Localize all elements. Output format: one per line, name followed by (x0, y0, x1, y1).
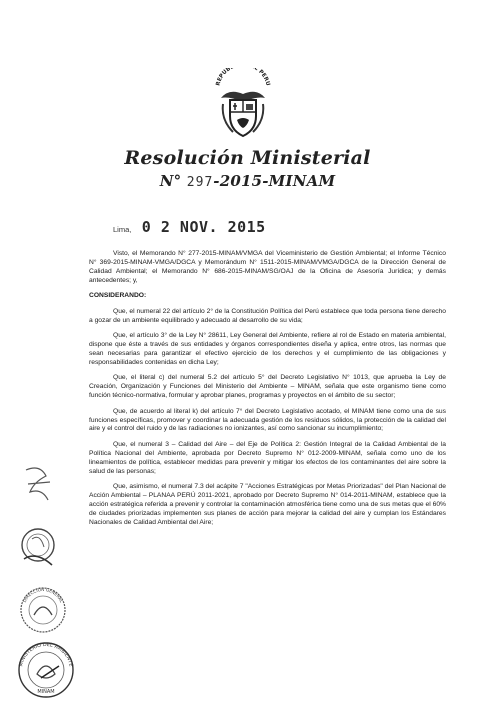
number-prefix: N° (159, 172, 182, 190)
svg-text:DIRECCIÓN GENERAL: DIRECCIÓN GENERAL (21, 586, 65, 604)
coat-of-arms (213, 68, 273, 140)
svg-text:MINAM: MINAM (37, 689, 55, 695)
paragraph-3: Que, el literal c) del numeral 5.2 del artículo 5° del Decreto Legislativo N° 1013, que aprueba la Ley de Creación, Organización y Funciones del Ministerio del Ambiente – MINAM, señala que este organismo tiene como función técnico-normativa, formular y aprobar planes, programas y proyectos en el ámbito de su sector; (89, 374, 446, 400)
resolution-title: Resolución Ministerial (124, 147, 371, 169)
paragraph-4: Que, de acuerdo al literal k) del artículo 7° del Decreto Legislativo acotado, el MINAM tiene como una de sus funciones específicas, promover y coordinar la adecuada gestión de los residuos sólidos, la protección de la calidad del aire y el control del ruido y de las radiaciones no ionizantes, así como sancionar su incumplimiento; (89, 407, 446, 433)
date-line (113, 218, 266, 238)
resolution-body (89, 250, 446, 534)
svg-text:MINISTERIO DEL AMBIENTE: MINISTERIO DEL AMBIENTE (18, 641, 74, 668)
resolution-number (0, 172, 495, 190)
number-suffix: -2015-MINAM (213, 172, 336, 190)
paragraph-5: Que, el numeral 3 – Calidad del Aire – del Eje de Política 2: Gestión Integral de la Calidad Ambiental de la Política Nacional del Ambiente, aprobada por Decreto Supremo N° 012-2009-MINAM, señala como uno de los lineamientos de política, establecer medidas para prevenir y mitigar los efectos de los contaminantes del aire sobre la salud de las personas; (89, 440, 446, 475)
paragraph-1: Que, el numeral 22 del artículo 2° de la Constitución Política del Perú establece que toda persona tiene derecho a gozar de un ambiente equilibrado y adecuado al desarrollo de su vida; (89, 307, 446, 324)
handwritten-number: 297 (186, 175, 214, 190)
round-stamp-icon (18, 585, 68, 635)
date-stamp: 0 2 NOV. 2015 (141, 218, 266, 236)
visto-paragraph: Visto, el Memorando N° 277-2015-MINAM/VMGA del Viceministerio de Gestión Ambiental; el Informe Técnico N° 369-2015-MINAM-VMGA/DGCA y Memorándum N° 1511-2015-MINAM/VMGA/DGCA de la Dirección General de Calidad Ambiental; el Memorando N° 686-2015-MINAM/SG/OAJ de la Oficina de Asesoría Jurídica; y demás antecedentes; y, (89, 250, 446, 284)
ministry-seal (15, 640, 77, 700)
stamp-3 (18, 585, 68, 635)
signature-scribble-icon (20, 462, 54, 506)
stamp-2 (18, 525, 58, 569)
peru-shield-icon (213, 68, 273, 140)
ministry-seal-icon (15, 640, 77, 700)
initial-signature-1 (20, 462, 54, 506)
considerando-heading: CONSIDERANDO: (89, 292, 147, 300)
paragraph-6: Que, asimismo, el numeral 7.3 del acápite 7 "Acciones Estratégicas por Metas Priorizadas" del Plan Nacional de Acción Ambiental – PLANAA PERÚ 2011-2021, aprobado por Decreto Supremo N° 014-2011-MINAM, establece que la acción estratégica referida a prevenir y controlar la contaminación atmosférica tiene como una de sus metas que el 60% de ciudades priorizadas implementen sus planes de acción para mejorar la calidad del aire y cumplan los Estándares Nacionales de Calidad Ambiental del Aire; (89, 483, 446, 526)
round-stamp-icon (18, 525, 58, 569)
date-place: Lima, (113, 225, 132, 234)
paragraph-2: Que, el artículo 3° de la Ley N° 28611, Ley General del Ambiente, refiere al rol de Estado en materia ambiental, dispone que éste a través de sus entidades y órganos correspondientes diseña y aplica, entre otros, las normas que sean necesarias para garantizar el efectivo ejercicio de los derechos y el cumplimiento de las obligaciones y responsabilidades contenidas en dicha Ley; (89, 332, 446, 366)
svg-text:REPUBLICA DEL PERU: REPUB L PERU (215, 68, 271, 87)
